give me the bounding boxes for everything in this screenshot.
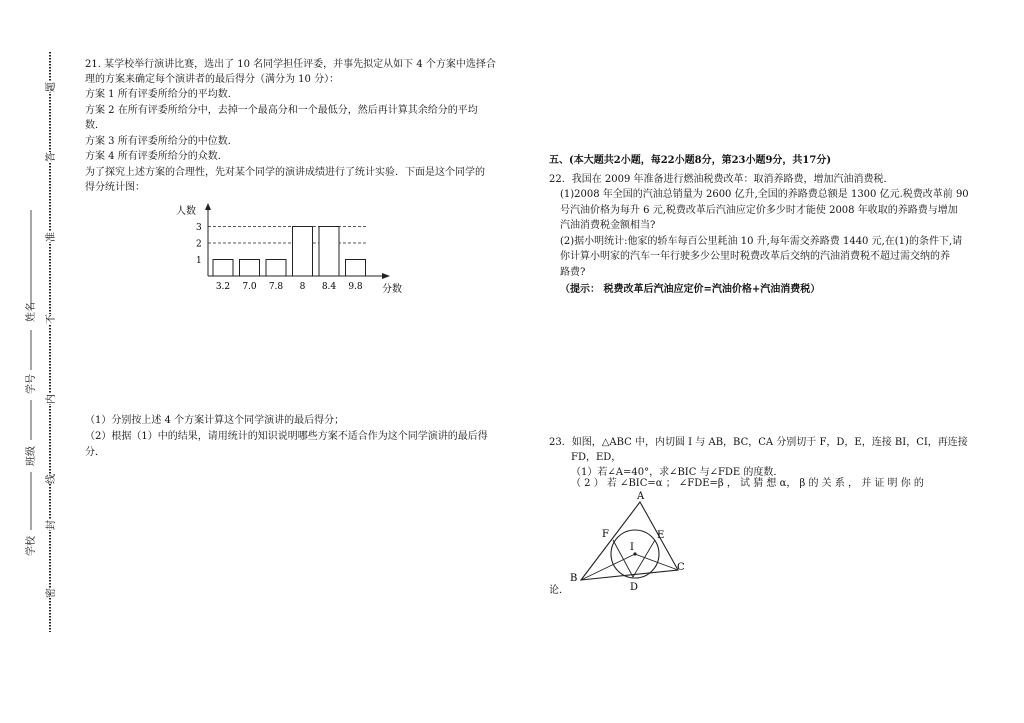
label-d: D bbox=[630, 582, 639, 592]
q22-line-3: 号汽油价格为每升 6 元,税费改革后汽油应定价多少时才能使 2008 年收取的养路费与增加 bbox=[560, 205, 958, 216]
q23-line-4: （ 2 ） 若 ∠BIC=α ； ∠FDE=β ， 试 猜 想 α， β 的 关 系 ， 并 证 明 你 的 bbox=[571, 478, 924, 489]
chart-x-tick-label: 9.8 bbox=[348, 282, 363, 292]
seal-char-1: 答 bbox=[42, 152, 57, 162]
chart-bar bbox=[319, 227, 339, 277]
q21-plan-2-cont: 数． bbox=[85, 120, 105, 131]
field-school: 学校 bbox=[26, 536, 37, 556]
label-a: A bbox=[637, 491, 645, 502]
q22-line-1: 22．我国在 2009 年准备进行燃油税费改革：取消养路费，增加汽油消费税． bbox=[549, 174, 894, 185]
field-name: 姓名 bbox=[26, 302, 37, 322]
chart-x-arrow bbox=[382, 273, 390, 279]
field-class: 班级 bbox=[26, 446, 37, 466]
q23-line-3: （1）若∠A=40°，求∠BIC 与∠FDE 的度数． bbox=[571, 467, 784, 478]
chart-x-tick-label: 7.0 bbox=[242, 282, 257, 292]
score-chart bbox=[160, 198, 420, 298]
chart-bar bbox=[266, 260, 286, 277]
seal-char-2: 准 bbox=[42, 232, 57, 242]
seal-char-6: 封 bbox=[42, 520, 57, 530]
q22-line-4: 汽油消费税金额相当? bbox=[560, 220, 656, 231]
label-c: C bbox=[677, 562, 685, 573]
q21-intro-line-2: 得分统计图： bbox=[85, 182, 145, 193]
q21-plan-4: 方案 4 所有评委所给分的众数． bbox=[85, 151, 228, 162]
q22-line-5: (2)据小明统计:他家的轿车每百公里耗油 10 升,每年需交养路费 1440 元,在(1)的条件下,请 bbox=[560, 236, 963, 247]
q21-intro-line-1: 为了探究上述方案的合理性，先对某个同学的演讲成绩进行了统计实验．下面是这个同学的 bbox=[85, 167, 485, 178]
q21-stem-line-1: 21. 某学校举行演讲比赛，选出了 10 名同学担任评委，并事先拟定从如下 4 个方案中选择合 bbox=[85, 59, 496, 70]
chart-bar bbox=[213, 260, 233, 277]
section5-header: 五、(本大题共2小题，每22小题8分，第23小题9分，共17分) bbox=[549, 155, 832, 166]
label-i: I bbox=[630, 542, 634, 553]
triangle-incircle-figure bbox=[566, 488, 692, 592]
chart-bar bbox=[293, 227, 313, 277]
label-b: B bbox=[570, 573, 578, 584]
chart-x-tick-label: 8.4 bbox=[321, 282, 337, 292]
seal-char-7: 密 bbox=[42, 588, 57, 598]
q21-sub2-line-2: 分． bbox=[85, 447, 105, 458]
chart-bar bbox=[240, 260, 260, 277]
chart-y-tick-label: 2 bbox=[196, 239, 202, 250]
label-f: F bbox=[602, 529, 609, 540]
label-e: E bbox=[657, 530, 665, 541]
q22-line-7: 路费? bbox=[560, 267, 586, 278]
q21-stem-line-2: 理的方案来确定每个演讲者的最后得分（满分为 10 分）： bbox=[85, 74, 340, 85]
chart-x-tick-label: 7.8 bbox=[268, 282, 284, 292]
chart-y-tick-label: 3 bbox=[196, 223, 202, 233]
seal-char-5: 线 bbox=[42, 474, 57, 484]
binding-dotted-line bbox=[44, 52, 56, 632]
q21-plan-1: 方案 1 所有评委所给分的平均数． bbox=[85, 89, 238, 100]
seal-char-3: 不 bbox=[42, 314, 57, 324]
q21-plan-2: 方案 2 在所有评委所给分中，去掉一个最高分和一个最低分，然后再计算其余给分的平均 bbox=[85, 105, 478, 116]
q22-hint: （提示： 税费改革后汽油应定价=汽油价格+汽油消费税） bbox=[560, 284, 821, 295]
field-student-id: 学号 bbox=[26, 374, 37, 394]
q23-line-2: FD，ED， bbox=[571, 452, 622, 463]
chart-x-tick-label: 8 bbox=[299, 282, 306, 292]
chart-y-arrow bbox=[205, 203, 211, 210]
q22-line-2: (1)2008 年全国的汽油总销量为 2600 亿升,全国的养路费总额是 1300 亿元.税费改革前 90 bbox=[560, 189, 969, 200]
q23-line-1: 23．如图，△ABC 中，内切圆 I 与 AB，BC，CA 分别切于 F，D，E，连接 BI，CI，再连接 bbox=[549, 437, 968, 448]
chart-bar bbox=[346, 260, 366, 277]
q21-plan-3: 方案 3 所有评委所给分的中位数． bbox=[85, 136, 238, 147]
seal-char-0: 题 bbox=[42, 82, 57, 92]
q21-sub2-line-1: （2）根据（1）中的结果，请用统计的知识说明哪些方案不适合作为这个同学演讲的最后得 bbox=[85, 431, 488, 442]
q21-sub1: （1）分别按上述 4 个方案计算这个同学演讲的最后得分； bbox=[85, 415, 345, 426]
chart-xlabel: 分数 bbox=[382, 284, 402, 295]
seal-char-4: 内 bbox=[42, 394, 57, 404]
chart-y-tick-label: 1 bbox=[196, 256, 202, 266]
triangle-abc bbox=[581, 502, 678, 580]
chart-ylabel: 人数 bbox=[176, 206, 196, 217]
q23-tail: 论． bbox=[549, 585, 569, 596]
field-underlines bbox=[26, 210, 36, 560]
chart-x-tick-label: 3.2 bbox=[215, 282, 231, 292]
q22-line-6: 你计算小明家的汽车一年行驶多少公里时税费改革后交纳的汽油消费税不超过需交纳的养 bbox=[560, 251, 950, 262]
